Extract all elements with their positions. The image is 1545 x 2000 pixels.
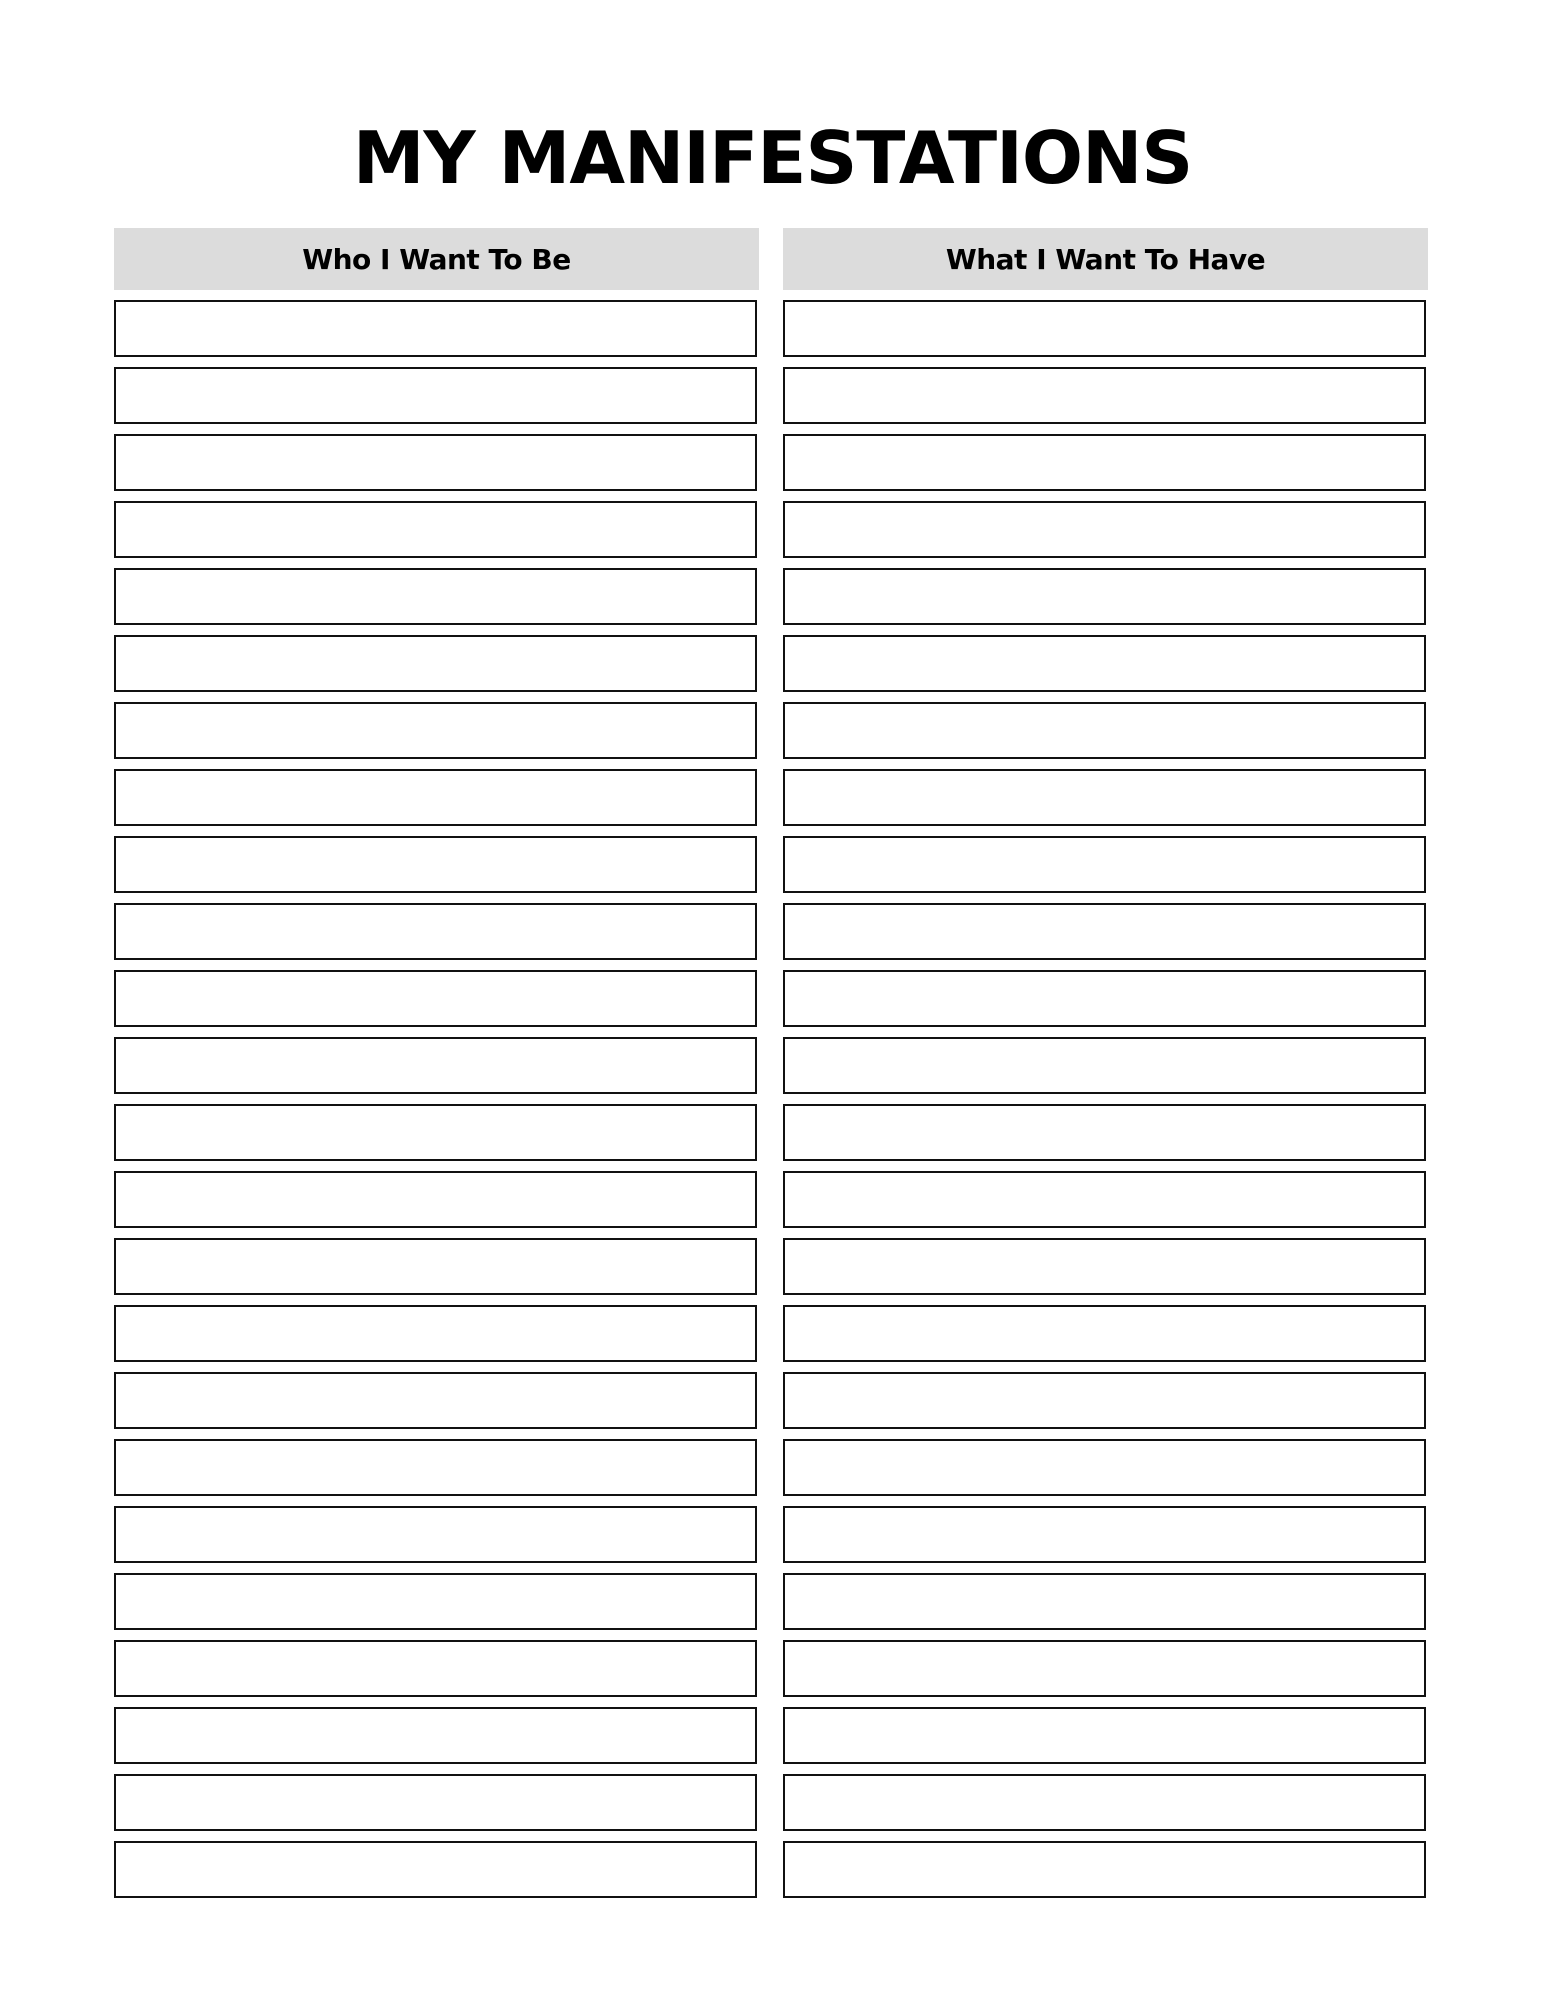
entry-field[interactable] [783,635,1426,692]
entry-field[interactable] [114,1171,757,1228]
entry-field[interactable] [783,1171,1426,1228]
entry-field[interactable] [783,1372,1426,1429]
entry-field[interactable] [114,1238,757,1295]
entry-field[interactable] [783,1841,1426,1898]
entry-field[interactable] [783,970,1426,1027]
entry-field[interactable] [114,1573,757,1630]
entry-field[interactable] [114,568,757,625]
entry-field[interactable] [114,1506,757,1563]
entry-field[interactable] [783,501,1426,558]
entry-field[interactable] [783,1439,1426,1496]
entry-field[interactable] [114,1037,757,1094]
entry-field[interactable] [114,1305,757,1362]
entry-field[interactable] [114,635,757,692]
entry-list [783,300,1428,1898]
what-i-want-to-have-column [783,228,1428,1908]
entry-field[interactable] [114,300,757,357]
entry-field[interactable] [114,1104,757,1161]
entry-field[interactable] [114,367,757,424]
entry-field[interactable] [783,300,1426,357]
entry-field[interactable] [114,434,757,491]
entry-field[interactable] [114,1439,757,1496]
entry-field[interactable] [114,1707,757,1764]
entry-list [114,300,759,1898]
entry-field[interactable] [114,836,757,893]
entry-field[interactable] [114,1774,757,1831]
entry-field[interactable] [114,1372,757,1429]
entry-field[interactable] [783,1573,1426,1630]
entry-field[interactable] [783,903,1426,960]
entry-field[interactable] [114,903,757,960]
entry-field[interactable] [783,367,1426,424]
entry-field[interactable] [114,501,757,558]
entry-field[interactable] [783,836,1426,893]
entry-field[interactable] [783,434,1426,491]
entry-field[interactable] [783,1774,1426,1831]
entry-field[interactable] [783,769,1426,826]
entry-field[interactable] [783,1707,1426,1764]
entry-field[interactable] [114,1640,757,1697]
entry-field[interactable] [783,1238,1426,1295]
column-header: Who I Want To Be [114,228,759,290]
entry-field[interactable] [783,1640,1426,1697]
who-i-want-to-be-column [114,228,759,1908]
entry-field[interactable] [114,702,757,759]
page-title: MY MANIFESTATIONS [352,116,1193,200]
entry-field[interactable] [783,568,1426,625]
entry-field[interactable] [783,1506,1426,1563]
column-header: What I Want To Have [783,228,1428,290]
entry-field[interactable] [114,769,757,826]
entry-field[interactable] [783,1037,1426,1094]
entry-field[interactable] [783,1104,1426,1161]
entry-field[interactable] [114,1841,757,1898]
entry-field[interactable] [783,1305,1426,1362]
entry-field[interactable] [783,702,1426,759]
entry-field[interactable] [114,970,757,1027]
